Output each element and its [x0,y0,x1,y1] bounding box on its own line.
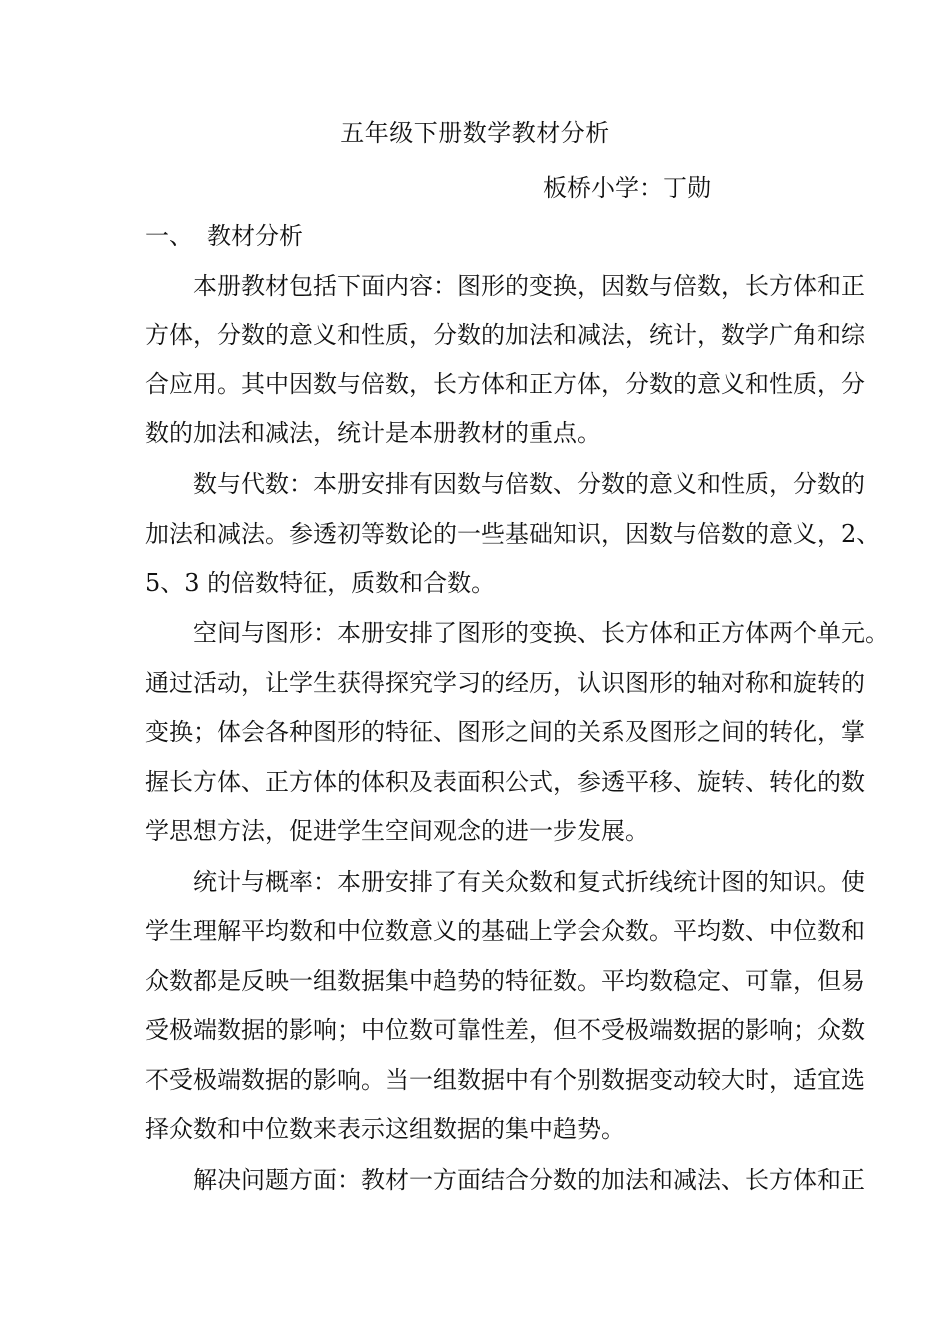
paragraph-3-line-4: 握长方体、正方体的体积及表面积公式，参透平移、旋转、转化的数 [145,768,865,796]
paragraph-4-line-4: 受极端数据的影响；中位数可靠性差，但不受极端数据的影响；众数 [145,1016,865,1044]
author-line: 板桥小学：丁勋 [543,174,711,202]
paragraph-1-line-3: 合应用。其中因数与倍数，长方体和正方体，分数的意义和性质，分 [145,370,865,398]
paragraph-1-line-2: 方体，分数的意义和性质，分数的加法和减法，统计，数学广角和综 [145,321,865,349]
section-heading-text: 教材分析 [207,222,303,250]
paragraph-3-line-3: 变换；体会各种图形的特征、图形之间的关系及图形之间的转化，掌 [145,718,865,746]
paragraph-4-line-5: 不受极端数据的影响。当一组数据中有个别数据变动较大时，适宜选 [145,1066,865,1094]
paragraph-2-line-3: 5、3 的倍数特征，质数和合数。 [145,569,496,597]
section-number: 一、 [145,222,193,250]
paragraph-4-line-2: 学生理解平均数和中位数意义的基础上学会众数。平均数、中位数和 [145,917,865,945]
document-title: 五年级下册数学教材分析 [340,119,610,147]
paragraph-1-line-1: 本册教材包括下面内容：图形的变换，因数与倍数，长方体和正 [193,272,865,300]
paragraph-3-line-2: 通过活动，让学生获得探究学习的经历，认识图形的轴对称和旋转的 [145,669,865,697]
paragraph-5-line-1: 解决问题方面：教材一方面结合分数的加法和减法、长方体和正 [193,1166,865,1194]
paragraph-3-line-1: 空间与图形：本册安排了图形的变换、长方体和正方体两个单元。 [193,619,889,647]
paragraph-3-line-5: 学思想方法，促进学生空间观念的进一步发展。 [145,817,649,845]
paragraph-4-line-1: 统计与概率：本册安排了有关众数和复式折线统计图的知识。使 [193,868,865,896]
paragraph-4-line-6: 择众数和中位数来表示这组数据的集中趋势。 [145,1115,625,1143]
paragraph-2-line-2: 加法和减法。参透初等数论的一些基础知识，因数与倍数的意义，2、 [145,520,881,548]
paragraph-1-line-4: 数的加法和减法，统计是本册教材的重点。 [145,419,601,447]
section-heading [145,216,303,256]
paragraph-2-line-1: 数与代数：本册安排有因数与倍数、分数的意义和性质，分数的 [193,470,865,498]
paragraph-4-line-3: 众数都是反映一组数据集中趋势的特征数。平均数稳定、可靠，但易 [145,967,865,995]
